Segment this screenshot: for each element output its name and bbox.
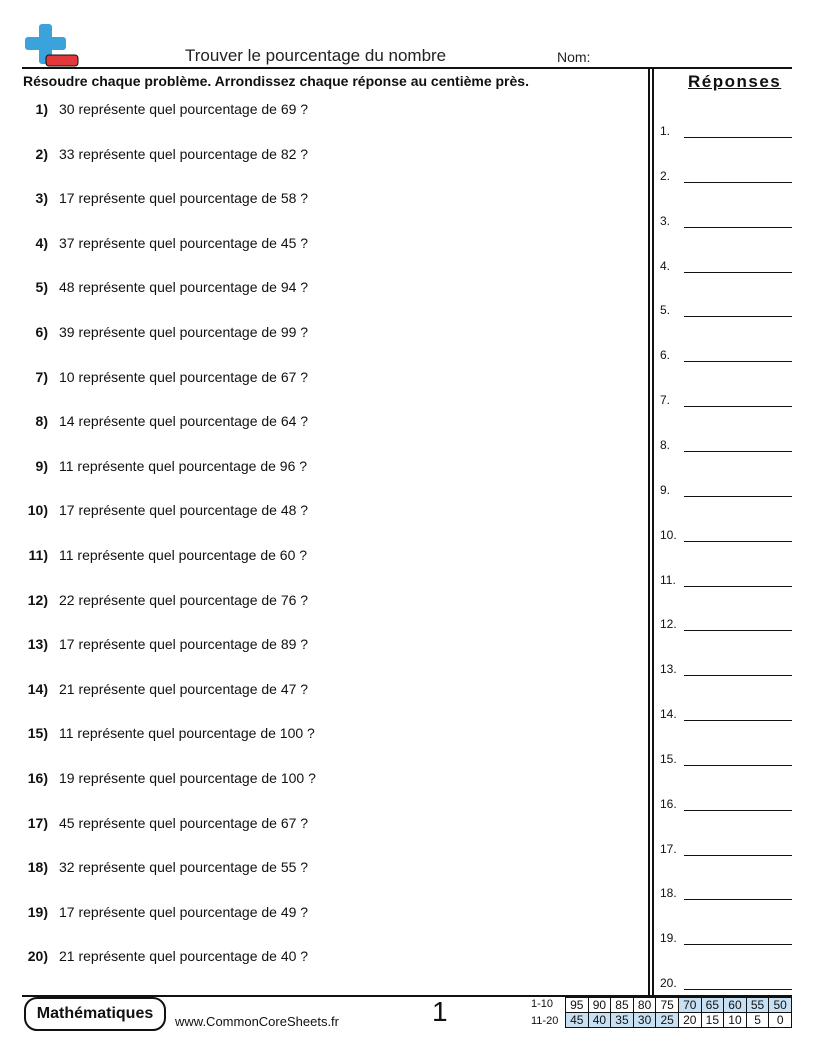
- answer-row: [660, 122, 792, 138]
- problem-text: 11 représente quel pourcentage de 96 ?: [59, 457, 308, 474]
- problem-number: 19): [27, 903, 48, 920]
- answer-row: [660, 167, 792, 183]
- subject-badge: Mathématiques: [24, 997, 166, 1031]
- problem-number: 14): [27, 680, 48, 697]
- answer-row: [660, 212, 792, 228]
- score-key-row: [566, 1013, 792, 1028]
- answer-row: [660, 660, 792, 676]
- problem-item: [0, 235, 308, 255]
- score-key-cell: 25: [656, 1013, 679, 1028]
- problem-item: [0, 815, 308, 835]
- problem-text: 45 représente quel pourcentage de 67 ?: [59, 814, 309, 831]
- score-key-cell: 10: [724, 1013, 747, 1028]
- problem-text: 10 représente quel pourcentage de 67 ?: [59, 368, 309, 385]
- score-key-cell: 30: [633, 1013, 656, 1028]
- problem-item: [0, 770, 316, 790]
- problem-item: [0, 413, 308, 433]
- score-key-cell: 60: [724, 998, 747, 1013]
- problem-text: 14 représente quel pourcentage de 64 ?: [59, 413, 309, 430]
- answer-blank[interactable]: [684, 720, 792, 721]
- score-key-cell: 15: [701, 1013, 724, 1028]
- column-divider-left: [648, 67, 650, 995]
- plus-minus-logo-icon: [24, 24, 80, 68]
- answer-number: 6.: [660, 348, 671, 363]
- answer-number: 14.: [660, 707, 677, 722]
- score-key-cell: 85: [611, 998, 634, 1013]
- problem-text: 19 représente quel pourcentage de 100 ?: [59, 770, 316, 786]
- answer-row: [660, 346, 792, 362]
- answer-number: 12.: [660, 617, 677, 632]
- problem-number: 11): [28, 547, 48, 563]
- answer-blank[interactable]: [684, 989, 792, 990]
- problem-number: 15): [27, 725, 48, 742]
- answer-number: 18.: [660, 886, 677, 901]
- answer-blank[interactable]: [684, 451, 792, 452]
- problem-item: [0, 502, 308, 522]
- problem-number: 10): [27, 502, 48, 519]
- score-key-cell: 65: [701, 998, 724, 1013]
- score-key-cell: 40: [588, 1013, 611, 1028]
- name-label: Nom:: [557, 49, 591, 65]
- problem-text: 48 représente quel pourcentage de 94 ?: [59, 279, 309, 296]
- answer-blank[interactable]: [684, 586, 792, 587]
- problem-item: [0, 948, 308, 968]
- problem-number: 6): [35, 324, 48, 340]
- answer-blank[interactable]: [684, 630, 792, 631]
- answer-number: 2.: [660, 168, 671, 183]
- answer-row: [660, 391, 792, 407]
- answer-number: 13.: [660, 662, 677, 677]
- score-key-row: [566, 998, 792, 1013]
- answer-blank[interactable]: [684, 855, 792, 856]
- problem-text: 30 représente quel pourcentage de 69 ?: [59, 101, 309, 117]
- problem-item: [0, 369, 308, 389]
- answers-title: Réponses: [688, 72, 782, 91]
- score-key-cell: 75: [656, 998, 679, 1013]
- problem-text: 39 représente quel pourcentage de 99 ?: [59, 324, 309, 340]
- answer-row: [660, 705, 792, 721]
- answer-row: [660, 929, 792, 945]
- header-divider: [22, 67, 792, 69]
- score-key-table: [565, 997, 792, 1028]
- answer-row: [660, 301, 792, 317]
- answer-number: 3.: [660, 213, 671, 228]
- problem-number: 9): [35, 457, 48, 474]
- worksheet-title: Trouver le pourcentage du nombre: [185, 46, 447, 65]
- answer-number: 19.: [660, 931, 677, 946]
- answer-blank[interactable]: [684, 137, 792, 138]
- problem-number: 17): [27, 814, 48, 831]
- answer-row: [660, 481, 792, 497]
- answer-blank[interactable]: [684, 944, 792, 945]
- answer-blank[interactable]: [684, 496, 792, 497]
- problem-item: [0, 859, 308, 879]
- problem-number: 7): [35, 368, 48, 385]
- score-key-cell: 5: [746, 1013, 769, 1028]
- answer-row: [660, 974, 792, 990]
- instructions: Résoudre chaque problème. Arrondissez chaque réponse au centième près.: [23, 73, 529, 89]
- problem-number: 13): [27, 636, 48, 653]
- problem-text: 17 représente quel pourcentage de 58 ?: [59, 190, 309, 207]
- answer-row: [660, 526, 792, 542]
- problem-number: 8): [35, 413, 48, 430]
- problem-item: [0, 324, 308, 344]
- problem-text: 32 représente quel pourcentage de 55 ?: [59, 859, 309, 876]
- score-key-cell: 55: [746, 998, 769, 1013]
- problem-item: [0, 636, 308, 656]
- problem-number: 12): [27, 591, 48, 608]
- answer-number: 11.: [660, 572, 676, 587]
- answer-number: 8.: [660, 437, 671, 452]
- answer-blank[interactable]: [684, 227, 792, 228]
- problem-text: 11 représente quel pourcentage de 60 ?: [59, 547, 308, 563]
- problem-text: 21 représente quel pourcentage de 40 ?: [59, 948, 309, 965]
- problem-text: 11 représente quel pourcentage de 100 ?: [59, 725, 315, 742]
- score-key-cell: 80: [633, 998, 656, 1013]
- answer-blank[interactable]: [684, 406, 792, 407]
- problem-item: [0, 146, 308, 166]
- problem-text: 17 représente quel pourcentage de 48 ?: [59, 502, 309, 519]
- answer-row: [660, 615, 792, 631]
- problem-number: 1): [35, 101, 48, 117]
- problem-number: 20): [27, 948, 48, 965]
- answer-row: [660, 750, 792, 766]
- answer-number: 20.: [660, 976, 677, 991]
- answer-number: 5.: [660, 303, 671, 318]
- column-divider-right: [652, 67, 654, 995]
- answer-number: 17.: [660, 841, 677, 856]
- problem-item: [0, 190, 308, 210]
- problem-item: [0, 101, 308, 121]
- score-range-label-1: 1-10: [531, 998, 554, 1010]
- answer-blank[interactable]: [684, 810, 792, 811]
- problem-item: [0, 904, 308, 924]
- problem-number: 18): [27, 859, 48, 876]
- problem-text: 21 représente quel pourcentage de 47 ?: [59, 680, 309, 697]
- score-key-cell: 95: [566, 998, 589, 1013]
- answer-blank[interactable]: [684, 316, 792, 317]
- answer-number: 9.: [660, 482, 671, 497]
- answer-blank[interactable]: [684, 899, 792, 900]
- problem-number: 3): [35, 190, 48, 207]
- problem-item: [0, 681, 308, 701]
- problem-text: 33 représente quel pourcentage de 82 ?: [59, 145, 309, 162]
- answer-row: [660, 840, 792, 856]
- problem-text: 17 représente quel pourcentage de 89 ?: [59, 636, 309, 653]
- problem-text: 37 représente quel pourcentage de 45 ?: [59, 234, 309, 251]
- problem-text: 22 représente quel pourcentage de 76 ?: [59, 591, 309, 608]
- answer-blank[interactable]: [684, 541, 792, 542]
- problem-number: 16): [27, 770, 48, 786]
- problem-number: 4): [35, 234, 48, 251]
- answer-number: 10.: [660, 527, 677, 542]
- answer-blank[interactable]: [684, 272, 792, 273]
- problem-item: [0, 547, 307, 567]
- answer-number: 16.: [660, 796, 677, 811]
- problem-number: 5): [35, 279, 48, 296]
- score-key-cell: 0: [769, 1013, 792, 1028]
- answer-number: 4.: [660, 258, 671, 273]
- score-key-cell: 50: [769, 998, 792, 1013]
- answer-row: [660, 436, 792, 452]
- problem-item: [0, 592, 308, 612]
- answer-number: 7.: [660, 393, 671, 408]
- score-key-cell: 45: [566, 1013, 589, 1028]
- problem-number: 2): [35, 145, 48, 162]
- problem-item: [0, 279, 308, 299]
- answer-number: 15.: [660, 751, 677, 766]
- answer-row: [660, 257, 792, 273]
- answer-row: [660, 884, 792, 900]
- problem-item: [0, 458, 307, 478]
- answer-blank[interactable]: [684, 765, 792, 766]
- page-number: 1: [432, 996, 448, 1027]
- website-link[interactable]: www.CommonCoreSheets.fr: [175, 1014, 339, 1029]
- answer-row: [660, 571, 792, 587]
- answer-number: 1.: [660, 124, 671, 138]
- score-key-cell: 35: [611, 1013, 634, 1028]
- score-key-cell: 70: [678, 998, 701, 1013]
- problem-text: 17 représente quel pourcentage de 49 ?: [59, 903, 309, 920]
- answer-blank[interactable]: [684, 182, 792, 183]
- score-key-cell: 90: [588, 998, 611, 1013]
- answer-blank[interactable]: [684, 361, 792, 362]
- score-range-label-2: 11-20: [531, 1015, 559, 1027]
- answer-blank[interactable]: [684, 675, 792, 676]
- answer-row: [660, 795, 792, 811]
- score-key-cell: 20: [678, 1013, 701, 1028]
- problem-item: [0, 725, 315, 745]
